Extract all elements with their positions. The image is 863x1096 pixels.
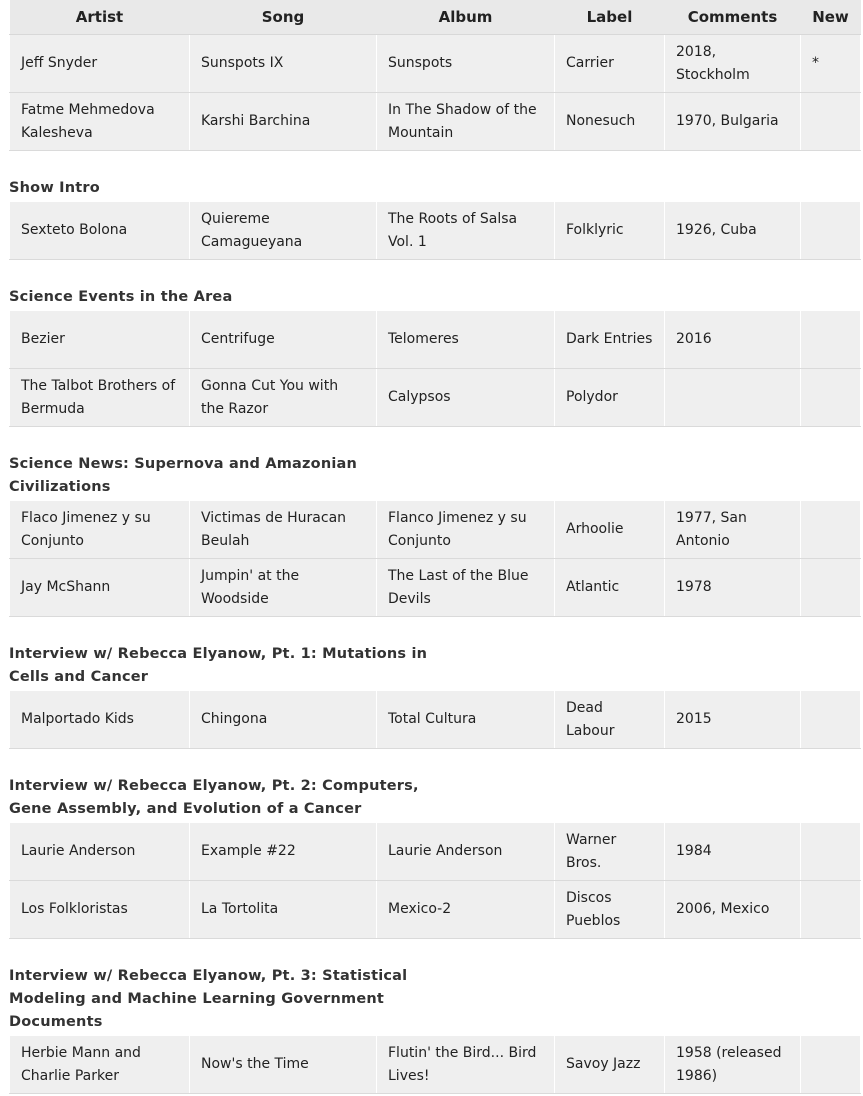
cell-artist: Jeff Snyder (10, 35, 190, 93)
cell-label: Atlantic (555, 559, 665, 617)
cell-album: Mexico-2 (377, 881, 555, 939)
cell-song: Chingona (190, 691, 377, 749)
segment-heading: Interview w/ Rebecca Elyanow, Pt. 1: Mutations in Cells and Cancer (9, 646, 428, 685)
cell-comments: 2018, Stockholm (665, 35, 801, 93)
cell-label: Warner Bros. (555, 823, 665, 881)
cell-label: Savoy Jazz (555, 1036, 665, 1094)
cell-comments: 2015 (665, 691, 801, 749)
column-header-album: Album (377, 0, 555, 35)
column-header-new: New (801, 0, 861, 35)
cell-new (801, 691, 861, 749)
cell-song: Victimas de Huracan Beulah (190, 501, 377, 559)
playlist-table-segment (9, 201, 861, 260)
cell-label: Dead Labour (555, 691, 665, 749)
header-row (10, 0, 861, 35)
playlist-table-segment (9, 690, 861, 749)
cell-song: Sunspots IX (190, 35, 377, 93)
cell-album: The Last of the Blue Devils (377, 559, 555, 617)
cell-song: La Tortolita (190, 881, 377, 939)
column-header-song: Song (190, 0, 377, 35)
cell-artist: Los Folkloristas (10, 881, 190, 939)
table-row (10, 202, 861, 260)
cell-new: * (801, 35, 861, 93)
cell-new (801, 501, 861, 559)
cell-artist: The Talbot Brothers of Bermuda (10, 369, 190, 427)
cell-comments: 1926, Cuba (665, 202, 801, 260)
segment-heading: Show Intro (9, 180, 100, 196)
cell-new (801, 202, 861, 260)
cell-new (801, 881, 861, 939)
cell-song: Gonna Cut You with the Razor (190, 369, 377, 427)
cell-comments: 1970, Bulgaria (665, 93, 801, 151)
cell-label: Nonesuch (555, 93, 665, 151)
playlist-table-segment (9, 500, 861, 617)
playlist-table-main (9, 0, 861, 151)
cell-album: Laurie Anderson (377, 823, 555, 881)
cell-album: In The Shadow of the Mountain (377, 93, 555, 151)
cell-album: Calypsos (377, 369, 555, 427)
cell-new (801, 1036, 861, 1094)
cell-artist: Malportado Kids (10, 691, 190, 749)
cell-artist: Herbie Mann and Charlie Parker (10, 1036, 190, 1094)
cell-comments: 2016 (665, 311, 801, 369)
table-row (10, 369, 861, 427)
table-row (10, 823, 861, 881)
table-row (10, 501, 861, 559)
cell-artist: Fatme Mehmedova Kalesheva (10, 93, 190, 151)
cell-comments: 1977, San Antonio (665, 501, 801, 559)
playlist-table-segment (9, 1035, 861, 1094)
cell-label: Dark Entries (555, 311, 665, 369)
segment-heading: Interview w/ Rebecca Elyanow, Pt. 3: Statistical Modeling and Machine Learning Government Documents (9, 968, 408, 1030)
playlist-table-segment (9, 822, 861, 939)
cell-comments: 1978 (665, 559, 801, 617)
cell-comments: 1958 (released 1986) (665, 1036, 801, 1094)
cell-new (801, 93, 861, 151)
cell-comments: 1984 (665, 823, 801, 881)
table-row (10, 1036, 861, 1094)
cell-label: Carrier (555, 35, 665, 93)
cell-comments: 2006, Mexico (665, 881, 801, 939)
cell-label: Arhoolie (555, 501, 665, 559)
cell-artist: Laurie Anderson (10, 823, 190, 881)
cell-label: Folklyric (555, 202, 665, 260)
cell-song: Jumpin' at the Woodside (190, 559, 377, 617)
segment-heading: Science Events in the Area (9, 289, 233, 305)
cell-label: Polydor (555, 369, 665, 427)
playlist-table-segment (9, 310, 861, 427)
cell-song: Centrifuge (190, 311, 377, 369)
column-header-comments: Comments (665, 0, 801, 35)
cell-label: Discos Pueblos (555, 881, 665, 939)
cell-new (801, 559, 861, 617)
cell-song: Quiereme Camagueyana (190, 202, 377, 260)
cell-artist: Bezier (10, 311, 190, 369)
column-header-artist: Artist (10, 0, 190, 35)
cell-artist: Jay McShann (10, 559, 190, 617)
cell-new (801, 823, 861, 881)
cell-comments (665, 369, 801, 427)
segment-heading: Interview w/ Rebecca Elyanow, Pt. 2: Computers, Gene Assembly, and Evolution of a Cancer (9, 778, 419, 817)
cell-album: Telomeres (377, 311, 555, 369)
cell-new (801, 369, 861, 427)
table-row (10, 559, 861, 617)
column-header-label: Label (555, 0, 665, 35)
cell-album: Total Cultura (377, 691, 555, 749)
cell-artist: Sexteto Bolona (10, 202, 190, 260)
cell-album: Sunspots (377, 35, 555, 93)
cell-album: Flanco Jimenez y su Conjunto (377, 501, 555, 559)
table-row (10, 691, 861, 749)
table-row (10, 311, 861, 369)
cell-new (801, 311, 861, 369)
cell-artist: Flaco Jimenez y su Conjunto (10, 501, 190, 559)
cell-song: Now's the Time (190, 1036, 377, 1094)
table-row (10, 35, 861, 93)
table-row (10, 93, 861, 151)
cell-album: The Roots of Salsa Vol. 1 (377, 202, 555, 260)
cell-album: Flutin' the Bird... Bird Lives! (377, 1036, 555, 1094)
cell-song: Example #22 (190, 823, 377, 881)
table-row (10, 881, 861, 939)
cell-song: Karshi Barchina (190, 93, 377, 151)
segment-heading: Science News: Supernova and Amazonian Civilizations (9, 456, 358, 495)
